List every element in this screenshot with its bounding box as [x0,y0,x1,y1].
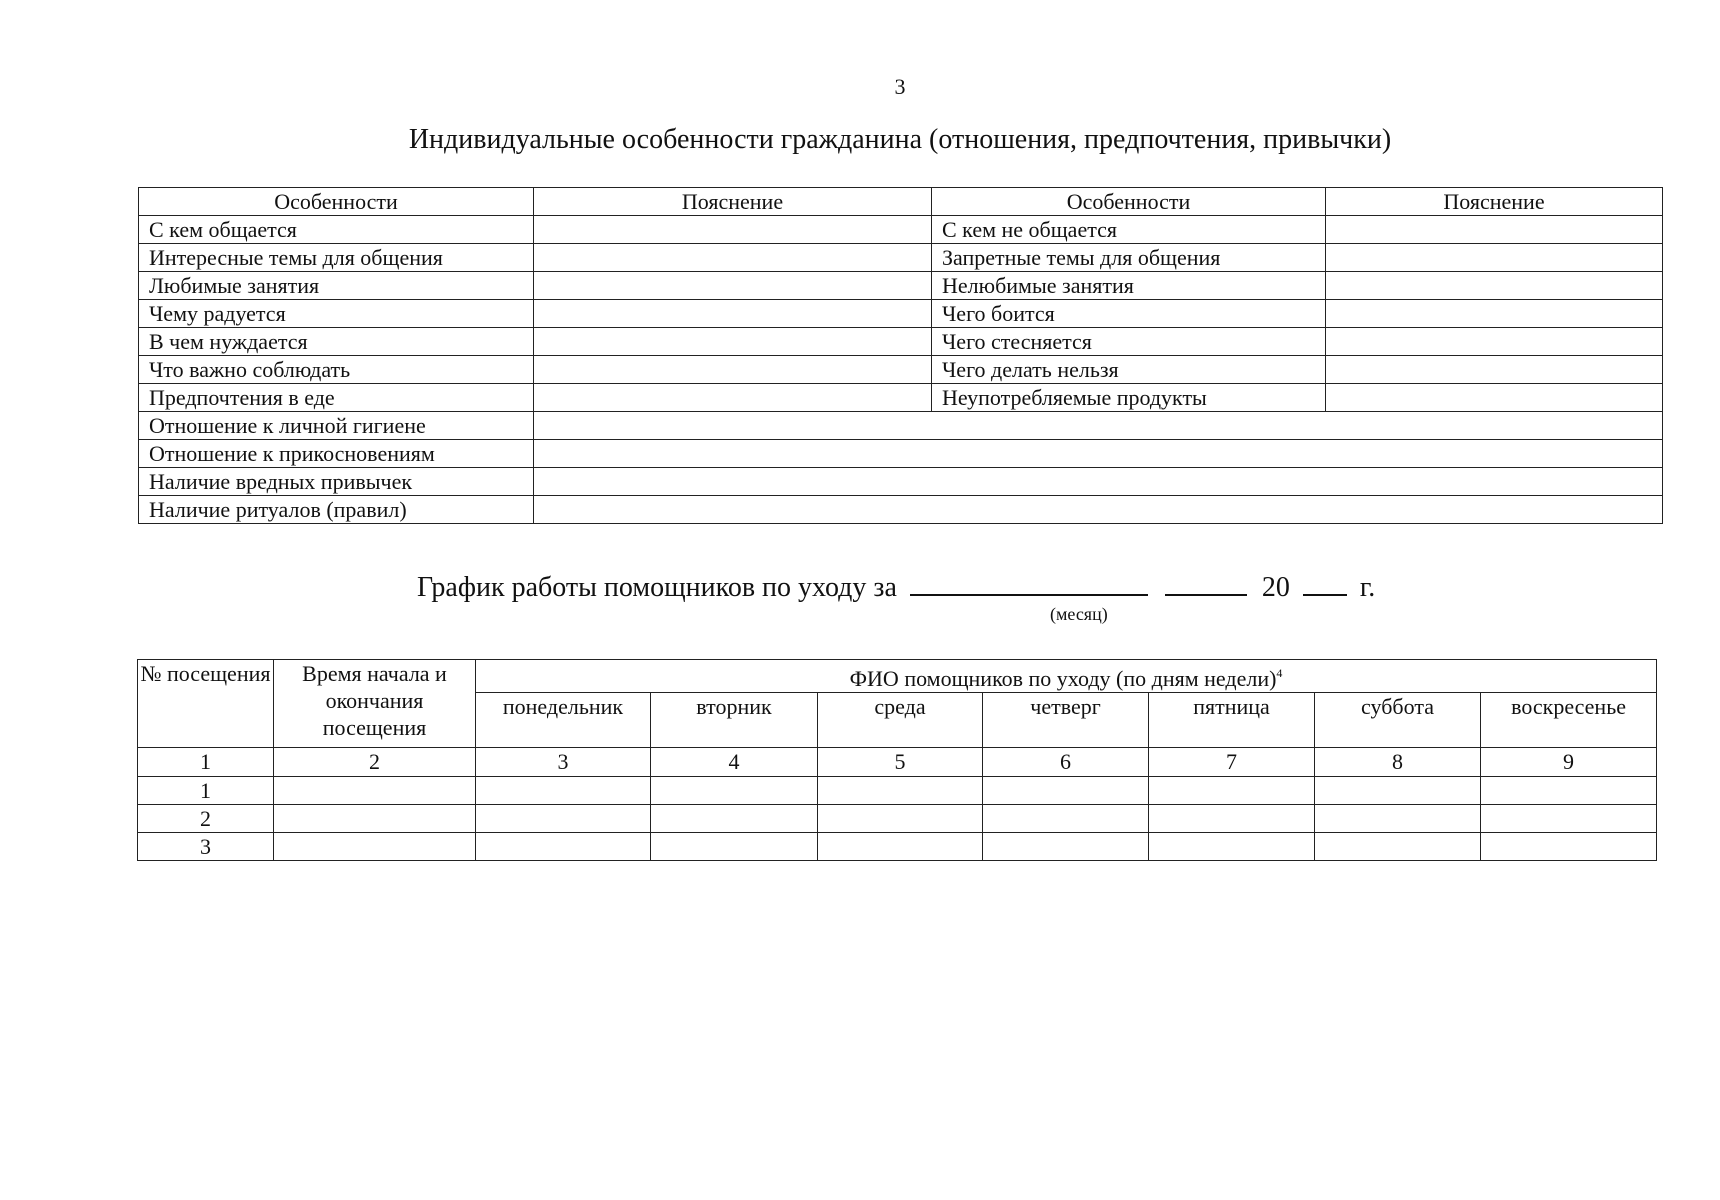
schedule-title-text: График работы помощников по уходу за [417,572,897,603]
explanation-cell[interactable] [534,216,932,244]
schedule-cell[interactable] [1149,805,1315,833]
footnote-marker: 4 [1276,666,1283,680]
schedule-cell[interactable] [1149,777,1315,805]
table-row [139,412,1663,440]
schedule-title [417,572,1375,604]
schedule-cell[interactable] [818,833,983,861]
header-day-saturday: суббота [1315,693,1481,748]
schedule-cell[interactable] [274,833,476,861]
schedule-table [137,659,1657,861]
column-number: 1 [138,748,274,777]
table-row [139,216,1663,244]
visit-number: 2 [138,805,274,833]
month-caption: (месяц) [1050,604,1108,624]
feature-label: Чему радуется [139,300,534,328]
explanation-cell[interactable] [1326,300,1663,328]
table-row [138,833,1657,861]
features-table [138,187,1663,524]
schedule-cell[interactable] [651,833,818,861]
schedule-cell[interactable] [651,805,818,833]
header-features: Особенности [932,188,1326,216]
explanation-cell[interactable] [1326,384,1663,412]
schedule-cell[interactable] [274,805,476,833]
explanation-cell[interactable] [1326,216,1663,244]
table-row [139,300,1663,328]
feature-label: Наличие вредных привычек [139,468,534,496]
feature-label: Неупотребляемые продукты [932,384,1326,412]
column-number: 7 [1149,748,1315,777]
table-row [139,244,1663,272]
month-blank[interactable] [910,572,1148,596]
table-row [139,440,1663,468]
header-visit-time: Время начала и окончания посещения [274,660,476,748]
header-assistants-text: ФИО помощников по уходу (по дням недели) [849,666,1277,691]
schedule-cell[interactable] [651,777,818,805]
visit-number: 3 [138,833,274,861]
header-visit-number: № посещения [138,660,274,748]
schedule-cell[interactable] [1315,833,1481,861]
feature-label: Предпочтения в еде [139,384,534,412]
explanation-cell[interactable] [1326,244,1663,272]
feature-label: Отношение к личной гигиене [139,412,534,440]
schedule-cell[interactable] [1481,805,1657,833]
schedule-cell[interactable] [983,833,1149,861]
header-day-thursday: четверг [983,693,1149,748]
schedule-cell[interactable] [818,777,983,805]
year-prefix: 20 [1261,572,1290,603]
year-blank[interactable] [1303,572,1347,596]
explanation-cell[interactable] [534,496,1663,524]
feature-label: Чего делать нельзя [932,356,1326,384]
explanation-cell[interactable] [534,356,932,384]
schedule-cell[interactable] [983,805,1149,833]
schedule-cell[interactable] [476,777,651,805]
header-assistants-group [476,660,1657,693]
feature-label: Чего боится [932,300,1326,328]
feature-label: Любимые занятия [139,272,534,300]
year-suffix: г. [1359,572,1376,603]
header-explanation: Пояснение [534,188,932,216]
explanation-cell[interactable] [534,440,1663,468]
feature-label: Что важно соблюдать [139,356,534,384]
explanation-cell[interactable] [534,300,932,328]
schedule-cell[interactable] [1149,833,1315,861]
explanation-cell[interactable] [534,328,932,356]
column-number: 4 [651,748,818,777]
explanation-cell[interactable] [534,412,1663,440]
explanation-cell[interactable] [1326,356,1663,384]
table-row [139,356,1663,384]
schedule-cell[interactable] [1315,805,1481,833]
table-row [139,384,1663,412]
explanation-cell[interactable] [1326,328,1663,356]
header-day-sunday: воскресенье [1481,693,1657,748]
column-number: 2 [274,748,476,777]
header-explanation: Пояснение [1326,188,1663,216]
header-day-friday: пятница [1149,693,1315,748]
feature-label: В чем нуждается [139,328,534,356]
schedule-header-row [138,660,1657,693]
schedule-cell[interactable] [476,805,651,833]
explanation-cell[interactable] [534,468,1663,496]
visit-number: 1 [138,777,274,805]
feature-label: Чего стесняется [932,328,1326,356]
feature-label: С кем не общается [932,216,1326,244]
explanation-cell[interactable] [534,384,932,412]
column-number: 5 [818,748,983,777]
explanation-cell[interactable] [534,244,932,272]
day-blank[interactable] [1165,572,1247,596]
feature-label: Запретные темы для общения [932,244,1326,272]
schedule-cell[interactable] [818,805,983,833]
feature-label: Нелюбимые занятия [932,272,1326,300]
column-number: 9 [1481,748,1657,777]
table-row [139,272,1663,300]
column-number: 3 [476,748,651,777]
schedule-cell[interactable] [274,777,476,805]
feature-label: Отношение к прикосновениям [139,440,534,468]
explanation-cell[interactable] [534,272,932,300]
schedule-cell[interactable] [983,777,1149,805]
column-number: 8 [1315,748,1481,777]
header-day-tuesday: вторник [651,693,818,748]
page-number: 3 [894,74,906,99]
feature-label: Интересные темы для общения [139,244,534,272]
features-title: Индивидуальные особенности гражданина (отношения, предпочтения, привычки) [408,124,1392,155]
table-row [138,777,1657,805]
table-row [139,328,1663,356]
header-features: Особенности [139,188,534,216]
table-row [139,468,1663,496]
features-header-row [139,188,1663,216]
column-number-row [138,748,1657,777]
header-day-wednesday: среда [818,693,983,748]
schedule-cell[interactable] [1481,833,1657,861]
header-day-monday: понедельник [476,693,651,748]
table-row [138,805,1657,833]
schedule-cell[interactable] [476,833,651,861]
schedule-cell[interactable] [1481,777,1657,805]
explanation-cell[interactable] [1326,272,1663,300]
column-number: 6 [983,748,1149,777]
feature-label: С кем общается [139,216,534,244]
schedule-cell[interactable] [1315,777,1481,805]
feature-label: Наличие ритуалов (правил) [139,496,534,524]
table-row [139,496,1663,524]
